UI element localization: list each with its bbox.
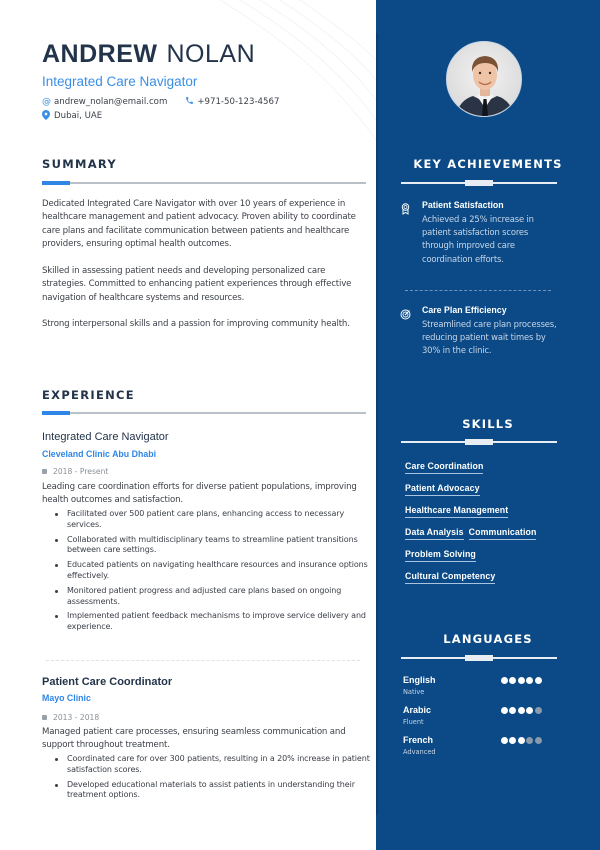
job-bullets-1 — [52, 509, 372, 637]
language-item — [403, 735, 553, 763]
job-dates-text-1: 2018 - Present — [53, 467, 109, 476]
job-bullet: Coordinated care for over 300 patients, resulting in a 20% increase in patient satisfaction scores. — [52, 754, 372, 776]
rating-dot-filled — [526, 677, 533, 684]
achievements-divider-accent — [465, 180, 493, 186]
languages-divider-accent — [465, 655, 493, 661]
job-bullet: Monitored patient progress and adjusted care plans based on ongoing assessments. — [52, 586, 372, 608]
contact-info — [42, 95, 297, 123]
rating-dot-filled — [518, 677, 525, 684]
achievements-divider — [401, 182, 557, 184]
job-bullet: Developed educational materials to assist patients in understanding their treatment options. — [52, 780, 372, 802]
language-item — [403, 675, 553, 703]
location-text: Dubai, UAE — [54, 111, 103, 121]
language-rating — [501, 677, 543, 684]
experience-divider-accent — [42, 411, 70, 415]
skill-tag: Care Coordination — [405, 461, 483, 474]
rating-dot-filled — [501, 737, 508, 744]
job-dates-2 — [42, 713, 99, 722]
skill-tag: Cultural Competency — [405, 571, 495, 584]
rating-dot-filled — [501, 707, 508, 714]
job-role-title: Integrated Care Navigator — [42, 74, 198, 89]
job-dates-text-2: 2013 - 2018 — [53, 713, 100, 722]
language-name: French — [403, 735, 434, 745]
company-2: Mayo Clinic — [42, 693, 91, 703]
summary-divider-accent — [42, 181, 70, 185]
language-name: Arabic — [403, 705, 432, 715]
rating-dot-empty — [526, 737, 533, 744]
full-name — [42, 40, 255, 69]
achievement-title-2: Care Plan Efficiency — [422, 305, 507, 315]
company-1: Cleveland Clinic Abu Dhabi — [42, 449, 157, 459]
achievements-heading: KEY ACHIEVEMENTS — [413, 157, 563, 171]
language-level-label: Fluent — [403, 718, 424, 726]
job-title-1: Integrated Care Navigator — [42, 431, 169, 443]
profile-photo — [446, 41, 522, 117]
summary-heading: SUMMARY — [42, 157, 118, 171]
skills-divider — [401, 441, 557, 443]
rating-dot-filled — [509, 707, 516, 714]
first-name: ANDREW — [42, 40, 158, 68]
language-rating — [501, 707, 543, 714]
job-title-2: Patient Care Coordinator — [42, 676, 173, 688]
skill-tag: Healthcare Management — [405, 505, 508, 518]
rating-dot-filled — [509, 737, 516, 744]
skill-tag: Patient Advocacy — [405, 483, 480, 496]
phone-text[interactable]: +971-50-123-4567 — [197, 97, 280, 107]
skills-divider-accent — [465, 439, 493, 445]
language-level-label: Native — [403, 688, 425, 696]
summary-paragraph-1: Dedicated Integrated Care Navigator with over 10 years of experience in healthcare management and patient advocacy. Proven ability to coordinate care plans and facilitate communication between patients and healthcare providers, ensuring optimal health outcomes. — [42, 199, 356, 250]
phone-icon — [185, 96, 197, 108]
job-dates-1 — [42, 467, 108, 476]
rating-dot-empty — [535, 707, 542, 714]
skills-list — [405, 461, 570, 593]
rating-dot-empty — [535, 737, 542, 744]
email-contact[interactable] — [42, 97, 167, 107]
achievement-text-1: Achieved a 25% increase in patient satisfaction scores through improved care coordination efforts. — [422, 214, 534, 264]
email-text[interactable]: andrew_nolan@email.com — [54, 97, 168, 107]
calendar-icon — [42, 469, 47, 474]
experience-heading: EXPERIENCE — [42, 388, 135, 402]
language-level-label: Advanced — [403, 748, 436, 756]
language-item — [403, 705, 553, 733]
rating-dot-filled — [518, 737, 525, 744]
language-rating — [501, 737, 543, 744]
rating-dot-filled — [535, 677, 542, 684]
last-name: NOLAN — [166, 40, 256, 68]
map-pin-icon — [42, 110, 54, 123]
summary-divider — [42, 182, 366, 184]
languages-divider — [401, 657, 557, 659]
summary-paragraph-3: Strong interpersonal skills and a passion for improving community health. — [42, 319, 350, 329]
job-divider — [46, 660, 360, 661]
at-icon: @ — [42, 97, 51, 107]
rating-dot-filled — [501, 677, 508, 684]
achievement-title-1: Patient Satisfaction — [422, 200, 504, 210]
achievement-divider — [405, 290, 551, 291]
calendar-icon — [42, 715, 47, 720]
job-bullet: Implemented patient feedback mechanisms to improve service delivery and experience. — [52, 611, 372, 633]
job-bullet: Educated patients on navigating healthcare resources and insurance options effectively. — [52, 560, 372, 582]
summary-paragraph-2: Skilled in assessing patient needs and developing personalized care strategies. Committed to enhancing patient experiences through effective navigation of healthcare systems and resources. — [42, 266, 352, 303]
skills-heading: SKILLS — [462, 417, 514, 431]
job-description-2: Managed patient care processes, ensuring seamless communication and support throughout treatment. — [42, 727, 346, 750]
target-icon — [400, 305, 412, 317]
language-name: English — [403, 675, 436, 685]
phone-contact[interactable] — [185, 96, 279, 108]
award-ribbon-icon — [400, 200, 412, 212]
job-description-1: Leading care coordination efforts for diverse patient populations, improving health outcomes and satisfaction. — [42, 482, 357, 505]
languages-heading: LANGUAGES — [443, 632, 533, 646]
rating-dot-filled — [518, 707, 525, 714]
skill-tag: Data Analysis — [405, 527, 464, 540]
job-bullet: Collaborated with multidisciplinary teams to streamline patient transitions between care settings. — [52, 535, 372, 557]
location-contact — [42, 110, 102, 123]
job-bullet: Facilitated over 500 patient care plans, enhancing access to necessary services. — [52, 509, 372, 531]
skill-tag: Communication — [469, 527, 537, 540]
rating-dot-filled — [509, 677, 516, 684]
job-bullets-2 — [52, 754, 372, 805]
skill-tag: Problem Solving — [405, 549, 476, 562]
achievement-text-2: Streamlined care plan processes, reducing patient wait times by 30% in the clinic. — [422, 319, 557, 356]
experience-divider — [42, 412, 366, 414]
avatar-illustration — [447, 42, 522, 117]
rating-dot-filled — [526, 707, 533, 714]
